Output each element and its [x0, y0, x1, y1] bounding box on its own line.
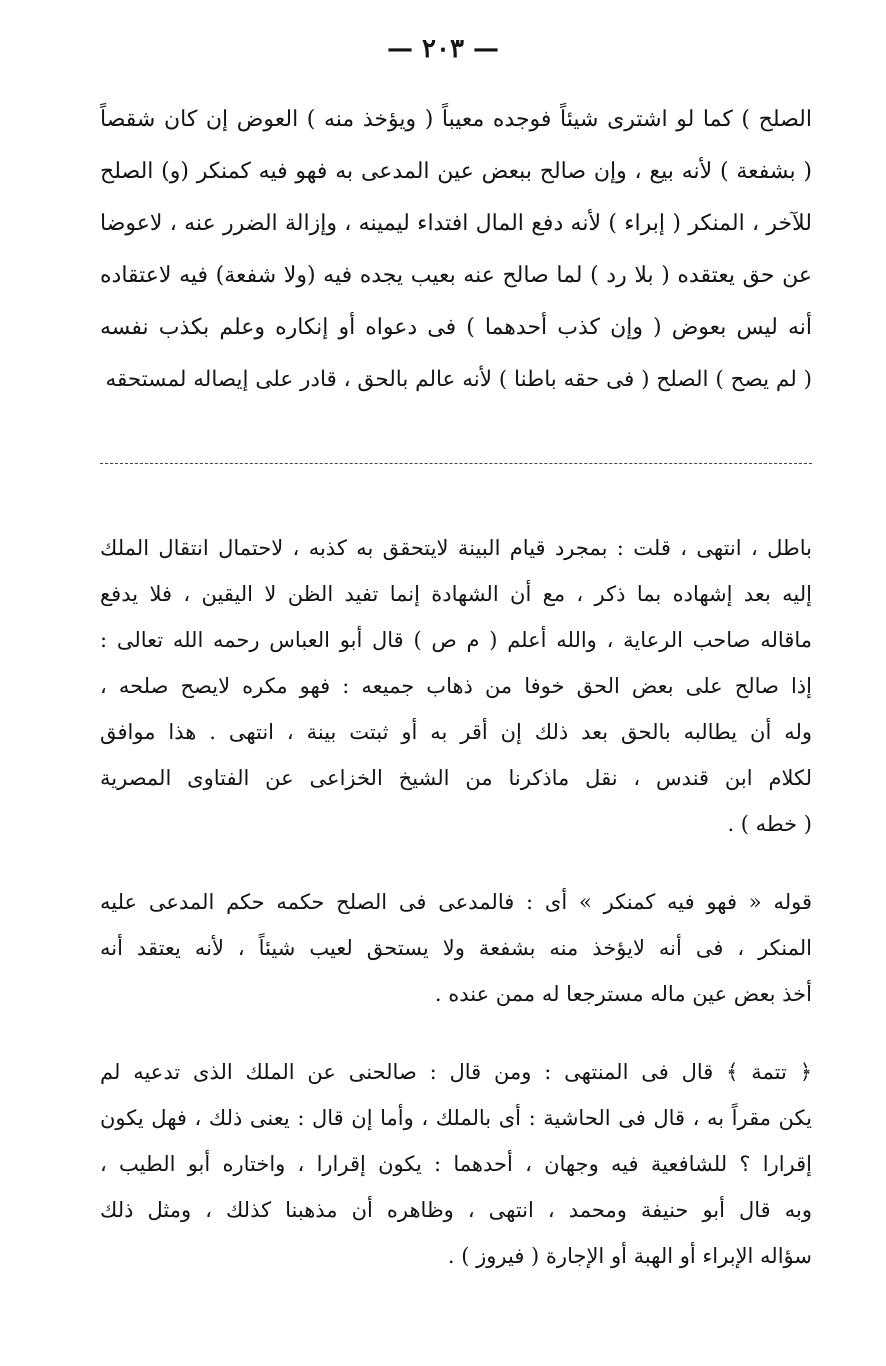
- main-text-line: الصلح ) كما لو اشترى شيئاً فوجده معيباً ( ويؤخذ منه ) العوض إن كان شقصاً: [100, 107, 812, 132]
- footnote-paragraph: [100, 879, 812, 1017]
- footnote-line: وبه قال أبو حنيفة ومحمد ، انتهى ، وظاهره أن مذهبنا كذلك ، ومثل ذلك: [100, 1198, 812, 1222]
- main-text-line: عن حق يعتقده ( بلا رد ) لما صالح عنه بعيب يجده فيه (ولا شفعة) فيه لاعتقاده: [100, 263, 812, 288]
- footnote-line: المنكر ، فى أنه لايؤخذ منه بشفعة ولا يستحق لعيب شيئاً ، لأنه يعتقد أنه: [100, 936, 812, 960]
- footnote-line: سؤاله الإبراء أو الهبة أو الإجارة ( فيروز ) .: [447, 1244, 812, 1268]
- footnote-line: يكن مقراً به ، قال فى الحاشية : أى بالملك ، وأما إن قال : يعنى ذلك ، فهل يكون: [100, 1106, 812, 1130]
- footnote-paragraph: [100, 1049, 812, 1279]
- footnote-line: أخذ بعض عين ماله مسترجعا له ممن عنده .: [434, 982, 812, 1006]
- footnote-line: ( خطه ) .: [727, 812, 812, 836]
- main-text: [100, 94, 812, 406]
- main-text-line: ( بشفعة ) لأنه بيع ، وإن صالح ببعض عين المدعى به فهو فيه كمنكر (و) الصلح: [100, 159, 812, 184]
- footnote-line: باطل ، انتهى ، قلت : بمجرد قيام البينة لايتحقق به كذبه ، لاحتمال انتقال الملك: [100, 536, 812, 560]
- main-text-line: أنه ليس بعوض ( وإن كذب أحدهما ) فى دعواه أو إنكاره وعلم بكذب نفسه: [100, 315, 812, 340]
- footnote-line: ماقاله صاحب الرعاية ، والله أعلم ( م ص ) قال أبو العباس رحمه الله تعالى :: [100, 628, 812, 652]
- footnote-paragraph: [100, 525, 812, 847]
- page-number: — ٢٠٣ —: [386, 34, 500, 64]
- footnote-line: لكلام ابن قندس ، نقل ماذكرنا من الشيخ الخزاعى عن الفتاوى المصرية: [100, 766, 812, 790]
- footnote-line: إقرارا ؟ للشافعية فيه وجهان ، أحدهما : يكون إقرارا ، واختاره أبو الطيب ،: [100, 1152, 812, 1176]
- footnote-line: إذا صالح على بعض الحق خوفا من ذهاب جميعه : فهو مكره لايصح صلحه ،: [100, 674, 812, 698]
- footnote-line: إليه بعد إشهاده بما ذكر ، مع أن الشهادة إنما تفيد الظن لا اليقين ، فلا يدفع: [100, 582, 812, 606]
- footnote-divider: [100, 463, 812, 464]
- main-text-line: للآخر ، المنكر ( إبراء ) لأنه دفع المال افتداء ليمينه ، وإزالة الضرر عنه ، لاعوضا: [100, 211, 812, 236]
- footnote-line: قوله « فهو فيه كمنكر » أى : فالمدعى فى الصلح حكمه حكم المدعى عليه: [100, 890, 812, 914]
- footnote-line: وله أن يطالبه بالحق بعد ذلك إن أقر به أو ثبتت بينة ، انتهى . هذا موافق: [100, 720, 812, 744]
- main-text-line: ( لم يصح ) الصلح ( فى حقه باطنا ) لأنه عالم بالحق ، قادر على إيصاله لمستحقه: [105, 367, 812, 392]
- footnote-line: ﴿ تتمة ﴾ قال فى المنتهى : ومن قال : صالحنى عن الملك الذى تدعيه لم: [100, 1060, 812, 1084]
- footnote-section: [100, 525, 812, 1279]
